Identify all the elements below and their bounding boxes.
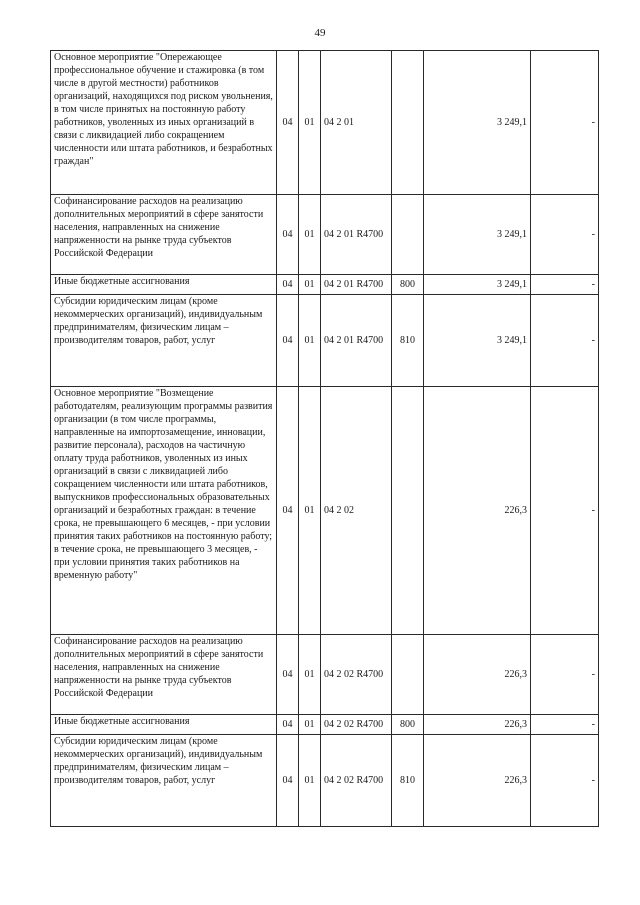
subsection-code-cell: 01 [299, 715, 321, 735]
row-name-cell: Основное мероприятие "Возмещение работодателям, реализующим программы развития организации (в том числе программы, направленные на импортозамещение, инновации, развитие персонала), расходов на частичную оплату труда работников, уволенных из иных организаций в связи с ликвидацией либо сокращением численности или штата работников, выпускников профессиональных образовательных организаций и безработных граждан: в течение срока, не превышающего 6 месяцев, - при условии принятия таких работников на постоянную работу; в течение срока, не превышающего 3 месяцев, - при условии принятия таких работников на временную работу" [51, 387, 277, 635]
subsection-code-cell: 01 [299, 735, 321, 827]
section-code-cell: 04 [277, 635, 299, 715]
row-name-cell: Иные бюджетные ассигнования [51, 715, 277, 735]
target-code-cell: 04 2 02 R4700 [321, 635, 392, 715]
subsection-code-cell: 01 [299, 195, 321, 275]
extra-amount-cell: - [531, 387, 599, 635]
expense-type-cell [392, 195, 424, 275]
section-code-cell: 04 [277, 387, 299, 635]
section-code-cell: 04 [277, 195, 299, 275]
row-name-cell: Субсидии юридическим лицам (кроме некоммерческих организаций), индивидуальным предпринимателям, физическим лицам – производителям товаров, работ, услуг [51, 295, 277, 387]
amount-cell: 3 249,1 [424, 51, 531, 195]
expense-type-cell [392, 387, 424, 635]
amount-cell: 226,3 [424, 387, 531, 635]
subsection-code-cell: 01 [299, 51, 321, 195]
table-row [51, 195, 599, 275]
section-code-cell: 04 [277, 275, 299, 295]
page-number: 49 [314, 27, 326, 39]
table-row [51, 275, 599, 295]
target-code-cell: 04 2 01 R4700 [321, 275, 392, 295]
amount-cell: 3 249,1 [424, 295, 531, 387]
section-code-cell: 04 [277, 51, 299, 195]
table-row [51, 735, 599, 827]
target-code-cell: 04 2 01 R4700 [321, 195, 392, 275]
expense-type-cell: 810 [392, 295, 424, 387]
section-code-cell: 04 [277, 295, 299, 387]
table-row [51, 51, 599, 195]
subsection-code-cell: 01 [299, 275, 321, 295]
row-name-cell: Софинансирование расходов на реализацию дополнительных мероприятий в сфере занятости населения, направленных на снижение напряженности на рынке труда субъектов Российской Федерации [51, 195, 277, 275]
subsection-code-cell: 01 [299, 635, 321, 715]
table-row [51, 715, 599, 735]
expense-type-cell: 810 [392, 735, 424, 827]
target-code-cell: 04 2 02 R4700 [321, 735, 392, 827]
extra-amount-cell: - [531, 275, 599, 295]
amount-cell: 226,3 [424, 635, 531, 715]
subsection-code-cell: 01 [299, 387, 321, 635]
row-name-cell: Основное мероприятие "Опережающее профессиональное обучение и стажировка (в том числе в другой местности) работников организаций, находящихся под риском увольнения, в том числе принятых на постоянную работу работников, уволенных из иных организаций в связи с ликвидацией либо сокращением численности или штата работников, и безработных граждан" [51, 51, 277, 195]
amount-cell: 226,3 [424, 735, 531, 827]
amount-cell: 3 249,1 [424, 275, 531, 295]
budget-table [50, 50, 599, 827]
target-code-cell: 04 2 01 [321, 51, 392, 195]
table-row [51, 387, 599, 635]
table-row [51, 635, 599, 715]
expense-type-cell: 800 [392, 275, 424, 295]
extra-amount-cell: - [531, 735, 599, 827]
expense-type-cell [392, 635, 424, 715]
extra-amount-cell: - [531, 295, 599, 387]
extra-amount-cell: - [531, 51, 599, 195]
amount-cell: 3 249,1 [424, 195, 531, 275]
extra-amount-cell: - [531, 635, 599, 715]
table-row [51, 295, 599, 387]
row-name-cell: Иные бюджетные ассигнования [51, 275, 277, 295]
target-code-cell: 04 2 01 R4700 [321, 295, 392, 387]
target-code-cell: 04 2 02 [321, 387, 392, 635]
amount-cell: 226,3 [424, 715, 531, 735]
section-code-cell: 04 [277, 735, 299, 827]
expense-type-cell [392, 51, 424, 195]
row-name-cell: Софинансирование расходов на реализацию дополнительных мероприятий в сфере занятости населения, направленных на снижение напряженности на рынке труда субъектов Российской Федерации [51, 635, 277, 715]
row-name-cell: Субсидии юридическим лицам (кроме некоммерческих организаций), индивидуальным предпринимателям, физическим лицам – производителям товаров, работ, услуг [51, 735, 277, 827]
expense-type-cell: 800 [392, 715, 424, 735]
extra-amount-cell: - [531, 715, 599, 735]
subsection-code-cell: 01 [299, 295, 321, 387]
extra-amount-cell: - [531, 195, 599, 275]
section-code-cell: 04 [277, 715, 299, 735]
target-code-cell: 04 2 02 R4700 [321, 715, 392, 735]
